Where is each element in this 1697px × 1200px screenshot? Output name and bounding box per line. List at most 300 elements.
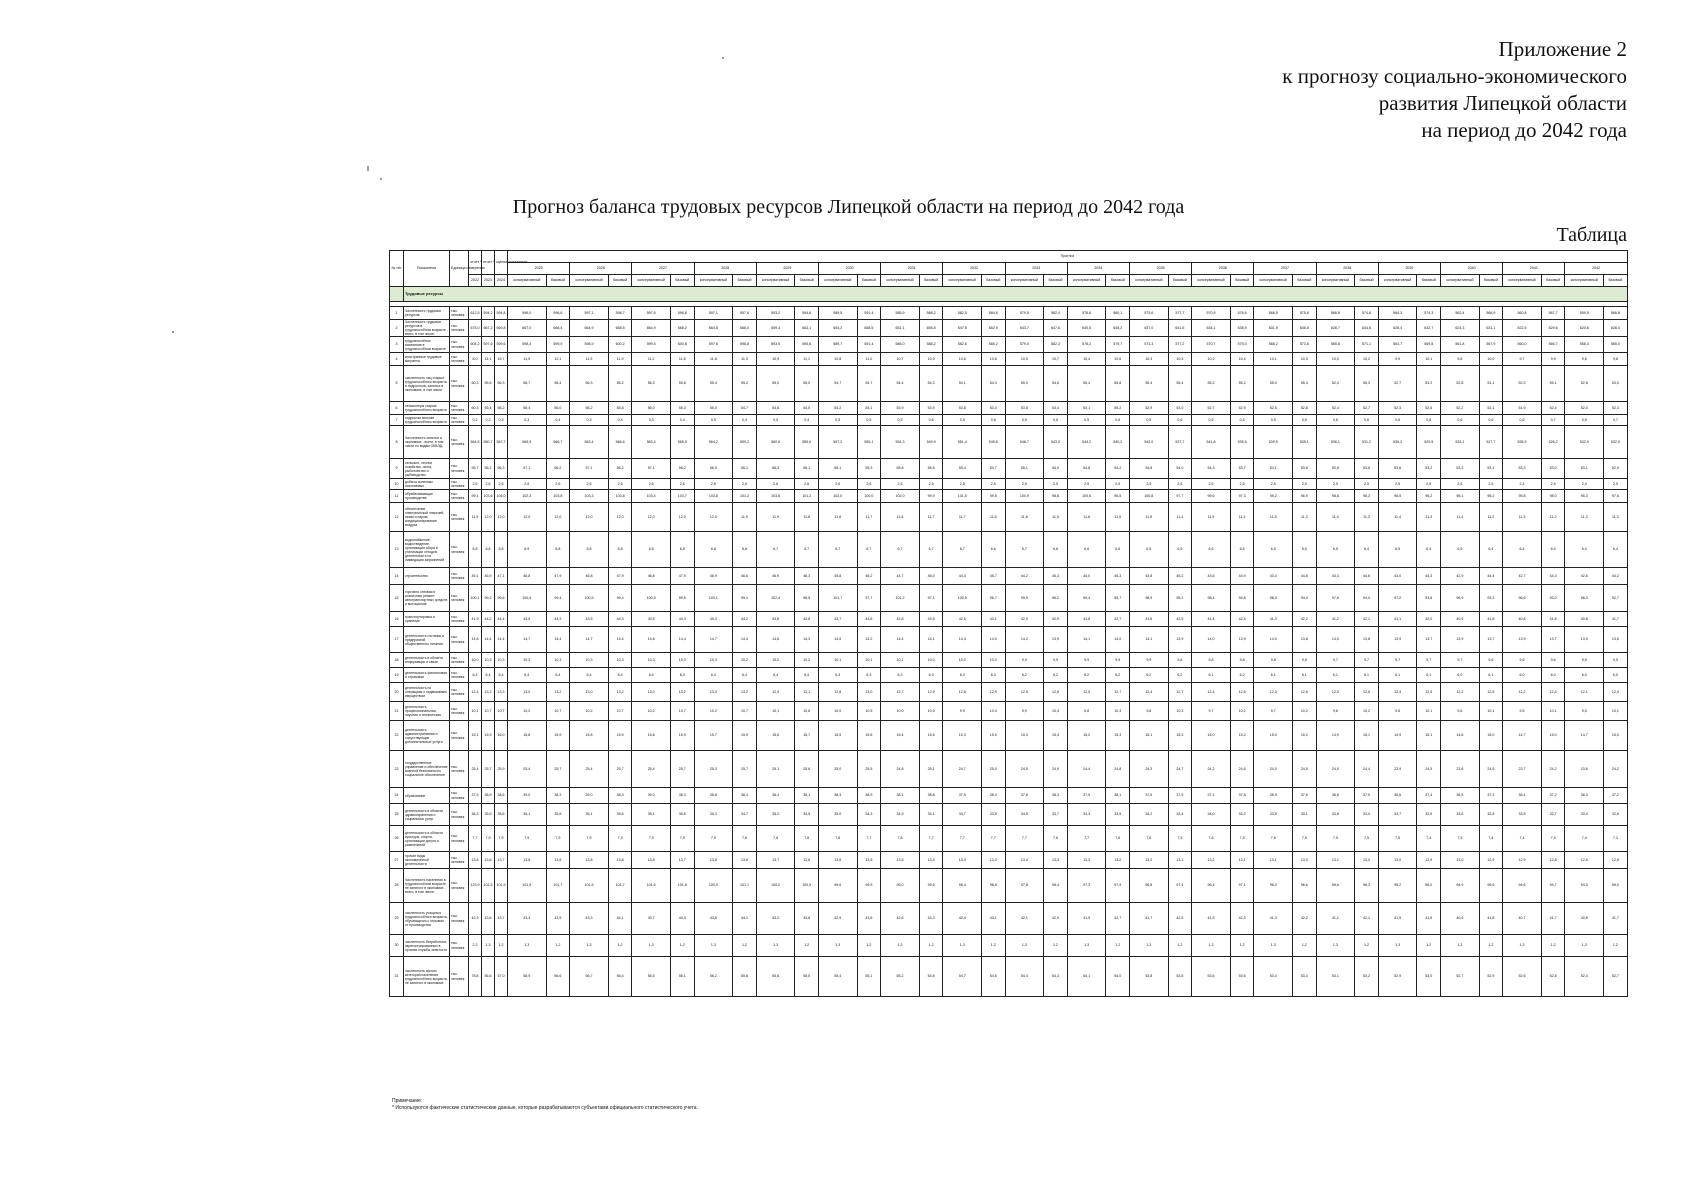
row-base-value: 97,1 [1230,869,1254,903]
row-conservative-value: 99,0 [881,869,920,903]
row-conservative-value: 23,9 [1378,751,1417,788]
row-conservative-value: 53,4 [1254,957,1293,997]
row-base-value: 11,6 [981,503,1005,532]
row-base-value: 588,2 [919,337,943,353]
row-conservative-value: 9,7 [1192,702,1231,721]
row-conservative-value: 101,5 [632,869,671,903]
row-base-value: 6,3 [857,668,881,683]
row-base-value: 567,7 [1541,307,1565,320]
row-base-value: 1,2 [1293,935,1317,957]
row-base-value: 32,9 [1417,804,1441,826]
table-row [390,826,1628,852]
table-row [390,459,1628,479]
row-indicator-name: обрабатывающие производства [404,490,450,503]
row-conservative-value: 54,7 [943,957,982,997]
row-base-value: 641,6 [1168,320,1192,337]
row-base-value: 7,9 [546,826,570,852]
row-base-value: 41,9 [1417,903,1441,935]
row-conservative-value: 41,1 [1316,903,1355,935]
row-conservative-value: 100,6 [1067,490,1106,503]
row-conservative-value: 579,0 [1005,337,1044,353]
row-conservative-value: 6,8 [570,532,609,568]
row-conservative-value: 94,3 [1565,869,1604,903]
row-hist-value: 12,0 [495,503,508,532]
header-base: базовый [1479,275,1503,287]
row-base-value: 565,0 [1604,337,1628,353]
header-base: базовый [1417,275,1441,287]
row-conservative-value: 25,3 [694,751,733,788]
row-conservative-value: 56,7 [508,366,547,402]
row-base-value: 1,2 [1355,935,1379,957]
row-base-value: 12,4 [1541,683,1565,702]
row-conservative-value: 9,6 [1378,702,1417,721]
row-unit: тыс. человек [450,702,469,721]
row-indicator-name: строительство [404,568,450,585]
row-conservative-value: 100,5 [632,585,671,612]
row-conservative-value: 2,5 [1254,479,1293,490]
row-conservative-value: 94,9 [1441,869,1480,903]
row-base-value: 13,0 [1293,852,1317,869]
row-base-value: 98,5 [795,585,819,612]
row-unit: тыс. человек [450,479,469,490]
row-hist-value: 14,4 [482,627,495,653]
row-base-value: 6,1 [1293,668,1317,683]
header-base: базовый [546,275,570,287]
row-indicator-name: численность лиц старше трудоспособного возраста и подростков, занятых в экономике, в том числе: [404,366,450,402]
row-base-value: 96,2 [1479,490,1503,503]
row-base-value: 45,7 [981,568,1005,585]
row-hist-value: 35,5 [482,804,495,826]
header-conservative: консервативный [1254,275,1293,287]
row-conservative-value: 10,2 [756,653,795,668]
row-indicator-name: трудоспособное население в трудоспособном возрасте [404,337,450,353]
row-base-value: 45,2 [1168,568,1192,585]
row-indicator-name: деятельность в области культуры, спорта, организации досуга и развлечений [404,826,450,852]
row-base-value: 6,4 [1355,532,1379,568]
row-conservative-value: 56,5 [632,957,671,997]
row-base-value: 11,3 [1417,503,1441,532]
row-conservative-value: 44,2 [1005,568,1044,585]
row-hist-value: 6,8 [495,532,508,568]
table-row [390,490,1628,503]
row-base-value: 11,4 [1168,503,1192,532]
row-conservative-value: 6,7 [1005,532,1044,568]
row-base-value: 93,0 [1541,585,1565,612]
row-base-value: 42,4 [1230,612,1254,627]
row-base-value: 41,7 [1604,903,1628,935]
row-base-value: 55,0 [795,366,819,402]
row-base-value: 0,4 [670,415,694,426]
row-conservative-value: 1,3 [819,935,858,957]
row-base-value: 55,8 [608,402,632,415]
row-conservative-value: 2,6 [632,479,671,490]
row-base-value: 34,5 [795,804,819,826]
row-base-value: 6,4 [1604,532,1628,568]
row-base-value: 12,5 [1417,683,1441,702]
row-base-value: 10,4 [1230,353,1254,366]
row-hist-value: 15,9 [482,721,495,751]
row-base-value: 94,0 [1355,585,1379,612]
row-base-value: 10,7 [1044,353,1068,366]
row-base-value: 7,8 [733,826,757,852]
row-hist-value: 604,2 [469,337,482,353]
row-conservative-value: 6,7 [819,532,858,568]
row-number: 2 [390,320,404,337]
row-conservative-value: 563,4 [632,426,671,459]
row-base-value: 11,3 [733,353,757,366]
row-conservative-value: 13,8 [632,852,671,869]
row-base-value: 10,0 [981,653,1005,668]
row-conservative-value: 36,6 [1378,788,1417,804]
row-base-value: 56,2 [608,459,632,479]
row-base-value: 1,2 [919,935,943,957]
row-base-value: 98,8 [1044,490,1068,503]
row-conservative-value: 9,7 [1503,353,1542,366]
row-base-value: 668,2 [670,320,694,337]
row-base-value: 10,0 [919,653,943,668]
header-forecast-year: 2033 [1005,263,1067,275]
row-conservative-value: 53,9 [881,402,920,415]
row-conservative-value: 40,8 [1565,612,1604,627]
header-forecast-year: 2039 [1378,263,1440,275]
row-conservative-value: 9,7 [1441,653,1480,668]
row-conservative-value: 56,9 [694,459,733,479]
row-conservative-value: 0,5 [694,415,733,426]
row-conservative-value: 535,9 [1503,426,1542,459]
row-base-value: 668,0 [733,320,757,337]
row-base-value: 55,2 [1230,366,1254,402]
row-conservative-value: 54,8 [756,402,795,415]
row-unit: тыс. человек [450,869,469,903]
row-base-value: 96,3 [1355,869,1379,903]
row-conservative-value: 558,3 [1565,337,1604,353]
row-hist-value: 675,0 [469,320,482,337]
row-base-value: 99,9 [919,490,943,503]
scan-speck [380,178,382,180]
row-base-value: 101,7 [608,869,632,903]
row-conservative-value: 15,3 [943,721,982,751]
row-base-value: 6,6 [1106,532,1130,568]
row-hist-value: 44,4 [495,612,508,627]
row-hist-value: 12,4 [469,683,482,702]
row-base-value: 100,0 [857,490,881,503]
row-conservative-value: 52,7 [1378,366,1417,402]
row-conservative-value: 563,7 [1378,337,1417,353]
row-indicator-name: государственное управление и обеспечение военной безопасности; социальное обеспечение [404,751,450,788]
row-conservative-value: 597,1 [570,307,609,320]
row-conservative-value: 11,9 [570,353,609,366]
row-conservative-value: 55,2 [881,957,920,997]
row-base-value: 600,8 [670,337,694,353]
row-conservative-value: 41,3 [1254,612,1293,627]
row-base-value: 10,7 [608,702,632,721]
row-conservative-value: 103,4 [632,490,671,503]
row-hist-value: 43,6 [482,903,495,935]
row-base-value: 32,8 [1479,804,1503,826]
row-base-value: 101,1 [733,869,757,903]
row-base-value: 47,9 [546,568,570,585]
row-indicator-name: Численность трудовых ресурсов [404,307,450,320]
row-unit: тыс. человек [450,668,469,683]
row-base-value: 54,2 [1106,459,1130,479]
table-row [390,320,1628,337]
row-conservative-value: 14,8 [632,627,671,653]
row-conservative-value: 664,8 [694,320,733,337]
row-conservative-value: 560,0 [1503,337,1542,353]
row-conservative-value: 12,2 [1441,683,1480,702]
row-base-value: 24,7 [1168,751,1192,788]
row-conservative-value: 38,1 [881,788,920,804]
row-conservative-value: 564,3 [1378,307,1417,320]
row-conservative-value: 56,3 [570,366,609,402]
row-conservative-value: 11,3 [1503,503,1542,532]
row-hist-value: 55,4 [482,402,495,415]
row-indicator-name: деятельность по операциям с недвижимым имуществом [404,683,450,702]
row-base-value: 14,1 [919,627,943,653]
row-base-value: 12,8 [1604,852,1628,869]
row-conservative-value: 11,9 [756,503,795,532]
row-hist-value: 7,7 [469,826,482,852]
row-base-value: 32,7 [1541,804,1565,826]
row-number: 26 [390,826,404,852]
row-base-value: 2,6 [795,479,819,490]
row-conservative-value: 2,5 [1316,479,1355,490]
row-base-value: 580,1 [1106,307,1130,320]
row-base-value: 93,3 [1479,585,1503,612]
row-conservative-value: 102,0 [881,490,920,503]
row-base-value: 55,5 [795,957,819,997]
row-base-value: 10,8 [981,353,1005,366]
row-number: 3 [390,337,404,353]
row-conservative-value: 56,2 [570,402,609,415]
row-base-value: 13,2 [733,683,757,702]
row-base-value: 54,0 [1168,459,1192,479]
row-base-value: 52,4 [1541,402,1565,415]
row-base-value: 10,2 [1355,702,1379,721]
row-indicator-name: деятельность административная и сопутствующие дополнительные услуги [404,721,450,751]
row-base-value: 13,1 [1168,852,1192,869]
row-hist-value: 99,2 [482,585,495,612]
row-base-value: 11,2 [1479,503,1503,532]
row-conservative-value: 532,9 [1565,426,1604,459]
section-empty-cell [390,287,404,302]
header-forecast-year: 2035 [1130,263,1192,275]
row-conservative-value: 45,8 [819,568,858,585]
row-conservative-value: 2,6 [694,479,733,490]
row-base-value: 56,1 [733,459,757,479]
row-conservative-value: 1,3 [1378,935,1417,957]
row-conservative-value: 12,3 [1316,683,1355,702]
row-conservative-value: 11,5 [1192,503,1231,532]
row-conservative-value: 9,8 [1254,653,1293,668]
row-conservative-value: 15,3 [1005,721,1044,751]
row-conservative-value: 46,8 [570,568,609,585]
row-base-value: 6,3 [981,668,1005,683]
row-base-value: 44,3 [670,612,694,627]
row-unit: тыс. человек [450,366,469,402]
row-conservative-value: 37,5 [1130,788,1169,804]
row-base-value: 44,3 [546,612,570,627]
row-conservative-value: 13,8 [694,852,733,869]
row-conservative-value: 2,6 [570,479,609,490]
header-conservative: консервативный [1565,275,1604,287]
row-base-value: 600,2 [608,337,632,353]
row-conservative-value: 56,2 [694,957,733,997]
row-conservative-value: 6,0 [1565,668,1604,683]
row-conservative-value: 589,7 [819,337,858,353]
row-base-value: 526,2 [1541,426,1565,459]
table-row [390,721,1628,751]
row-conservative-value: 9,6 [1316,702,1355,721]
row-base-value: 46,0 [919,568,943,585]
row-base-value: 0,6 [919,415,943,426]
row-conservative-value: 15,0 [1254,721,1293,751]
row-conservative-value: 23,7 [1503,751,1542,788]
row-base-value: 1,2 [1604,935,1628,957]
row-conservative-value: 2,5 [1378,479,1417,490]
row-base-value: 0,6 [1417,415,1441,426]
row-base-value: 6,4 [670,668,694,683]
row-base-value: 103,8 [546,490,570,503]
row-base-value: 7,4 [1479,826,1503,852]
row-indicator-name: численность прочих категорий населения трудоспособного возраста, не занятого в экономике [404,957,450,997]
row-conservative-value: 41,5 [1192,903,1231,935]
row-number: 20 [390,683,404,702]
row-conservative-value: 97,6 [1316,585,1355,612]
row-base-value: 9,8 [1293,653,1317,668]
row-conservative-value: 39,0 [570,788,609,804]
row-number: 28 [390,869,404,903]
header-row-years [390,263,1628,275]
row-base-value: 2,5 [1355,479,1379,490]
row-conservative-value: 1,3 [1192,935,1231,957]
row-base-value: 52,3 [1604,402,1628,415]
row-base-value: 1,2 [1044,935,1068,957]
row-conservative-value: 11,3 [1565,503,1604,532]
row-conservative-value: 6,5 [1130,532,1169,568]
row-base-value: 24,2 [1541,751,1565,788]
row-base-value: 37,8 [1230,788,1254,804]
header-base: базовый [857,275,881,287]
row-base-value: 11,9 [733,503,757,532]
header-conservative: консервативный [632,275,671,287]
row-conservative-value: 24,5 [1005,751,1044,788]
row-base-value: 14,0 [981,627,1005,653]
row-base-value: 7,9 [608,826,632,852]
row-conservative-value: 622,5 [1503,320,1542,337]
row-base-value: 6,2 [1168,668,1192,683]
row-base-value: 55,3 [670,402,694,415]
row-conservative-value: 664,9 [570,320,609,337]
row-conservative-value: 46,9 [756,568,795,585]
row-hist-value: 2,6 [469,479,482,490]
row-hist-value: 14,4 [495,627,508,653]
row-conservative-value: 40,6 [1565,903,1604,935]
row-conservative-value: 7,4 [1565,826,1604,852]
row-conservative-value: 41,3 [1254,903,1293,935]
row-base-value: 14,0 [1106,627,1130,653]
row-conservative-value: 551,4 [943,426,982,459]
row-conservative-value: 56,4 [508,402,547,415]
row-conservative-value: 12,9 [756,683,795,702]
row-hist-value: 101,5 [482,869,495,903]
table-row [390,366,1628,402]
row-conservative-value: 13,7 [756,852,795,869]
row-hist-value: 594,2 [482,307,495,320]
row-base-value: 7,4 [1417,826,1441,852]
notes-label: Примечание: [392,1098,423,1104]
row-base-value: 2,5 [1293,479,1317,490]
row-base-value: 2,5 [1541,479,1565,490]
row-conservative-value: 14,9 [1378,721,1417,751]
row-base-value: 96,9 [1293,490,1317,503]
row-indicator-name: образование [404,788,450,804]
row-base-value: 0,4 [795,415,819,426]
row-unit: тыс. человек [450,402,469,415]
row-conservative-value: 36,4 [1503,788,1542,804]
header-base: базовый [795,275,819,287]
row-base-value: 56,1 [795,459,819,479]
row-conservative-value: 97,8 [1005,869,1044,903]
row-conservative-value: 0,5 [943,415,982,426]
row-base-value: 2,6 [608,479,632,490]
row-indicator-name: Численность трудовых ресурсов в трудоспособном возрасте - всего, в том числе: [405,320,448,336]
header-conservative: консервативный [881,275,920,287]
row-base-value: 566,6 [608,426,632,459]
row-conservative-value: 15,0 [1192,721,1231,751]
row-base-value: 10,1 [1417,702,1441,721]
row-hist-value: 597,6 [482,337,495,353]
row-base-value: 1,2 [1230,935,1254,957]
row-indicator-name: водоснабжение; водоотведение, организация сбора и утилизации отходов, деятельность по ликвидации загрязнений [404,532,450,568]
row-base-value: 42,7 [1106,612,1130,627]
header-forecast-year: 2042 [1565,263,1627,275]
row-base-value: 7,7 [857,826,881,852]
row-base-value: 41,8 [1541,612,1565,627]
row-base-value: 15,7 [795,721,819,751]
row-conservative-value: 42,1 [1005,903,1044,935]
row-conservative-value: 25,1 [756,751,795,788]
row-indicator-name: подростки моложе трудоспособного возраста [404,415,450,426]
row-number: 21 [390,702,404,721]
table-row [390,307,1628,320]
row-base-value: 10,7 [546,702,570,721]
row-base-value: 7,7 [919,826,943,852]
row-conservative-value: 11,5 [1254,503,1293,532]
row-conservative-value: 54,4 [1005,957,1044,997]
row-base-value: 95,7 [1106,585,1130,612]
header-num: № п/п [390,251,404,287]
row-base-value: 14,3 [795,627,819,653]
row-conservative-value: 43,5 [508,612,547,627]
row-conservative-value: 536,3 [1378,426,1417,459]
row-base-value: 2,6 [670,479,694,490]
row-hist-value: 123,9 [469,869,482,903]
row-conservative-value: 597,6 [632,307,671,320]
row-base-value: 55,3 [1355,366,1379,402]
header-row-1 [390,251,1628,263]
row-base-value: 32,6 [1604,804,1628,826]
table-row [390,804,1628,826]
header-hist-year: 2024 [495,275,508,287]
row-conservative-value: 11,9 [508,353,547,366]
row-conservative-value: 41,9 [1378,903,1417,935]
appendix-line-1: Приложение 2 [1498,37,1627,61]
row-base-value: 655,8 [919,320,943,337]
row-base-value: 12,6 [1355,683,1379,702]
row-unit: тыс. человек [450,307,469,320]
row-base-value: 13,6 [795,852,819,869]
